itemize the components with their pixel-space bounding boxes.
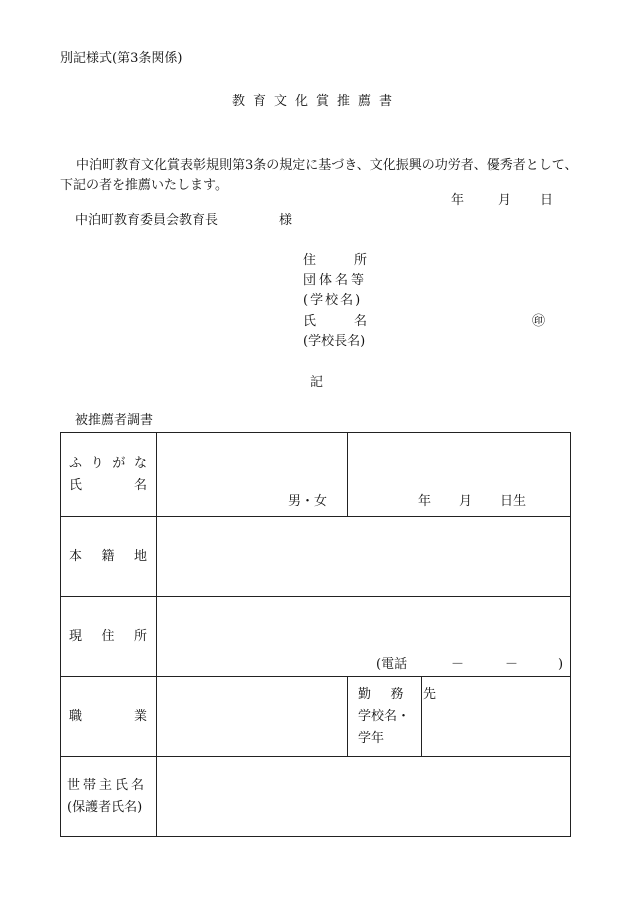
workplace-char: 務 — [390, 686, 404, 702]
workplace-char: 先 — [422, 686, 436, 702]
school-grade-label: 学校名・学年 — [358, 708, 411, 746]
address-char: 住 — [101, 628, 115, 644]
gender-selector[interactable]: 男・女 — [287, 494, 327, 509]
name-label — [69, 475, 147, 497]
phone-dash-2: － — [505, 657, 519, 672]
address-char: 現 — [69, 628, 83, 644]
address-char: 所 — [133, 628, 147, 644]
name-label-cell — [61, 433, 157, 517]
recommender-name-label-2: 名 — [354, 314, 368, 329]
table-caption: 被推薦者調書 — [75, 413, 154, 428]
honorific: 様 — [279, 213, 293, 228]
domicile-label — [69, 546, 147, 568]
recommender-school-label: (学校名) — [303, 293, 363, 308]
furigana-char: り — [90, 455, 104, 471]
birth-year-label: 年 — [418, 494, 432, 509]
date-month-label: 月 — [498, 193, 512, 208]
furigana-char: な — [133, 455, 147, 471]
domicile-char: 籍 — [101, 548, 115, 564]
household-field[interactable] — [157, 757, 571, 837]
ki-mark: 記 — [310, 375, 324, 390]
household-label-cell — [61, 757, 157, 837]
addressee: 中泊町教育委員会教育長 — [75, 213, 219, 228]
domicile-label-cell — [61, 517, 157, 597]
phone-open: (電話 — [376, 657, 408, 672]
domicile-char: 地 — [133, 548, 147, 564]
table-row-occupation — [61, 677, 571, 757]
furigana-char: ふ — [69, 455, 83, 471]
birthdate-field[interactable] — [348, 433, 571, 517]
household-label: 世帯主氏名 — [67, 777, 148, 793]
nominee-form-table — [60, 432, 571, 837]
address-label — [69, 626, 147, 648]
birth-month-label: 月 — [459, 494, 473, 509]
form-reference: 別記様式(第3条関係) — [60, 51, 183, 66]
workplace-char: 勤 — [358, 686, 372, 702]
seal-mark: ㊞ — [532, 314, 546, 329]
name-char: 名 — [133, 477, 147, 493]
birth-day-label: 日生 — [500, 494, 527, 509]
recommender-address-label-1: 住 — [303, 253, 317, 268]
workplace-field[interactable] — [422, 677, 571, 757]
table-row-domicile — [61, 517, 571, 597]
workplace-label-cell — [348, 677, 436, 757]
recommender-principal-label: (学校長名) — [303, 334, 366, 349]
occupation-field[interactable] — [157, 677, 348, 757]
furigana-char: が — [112, 455, 126, 471]
furigana-label — [69, 453, 147, 475]
table-row-address — [61, 597, 571, 677]
nominee-name-field[interactable] — [157, 433, 348, 517]
occupation-label — [69, 706, 147, 728]
recommendation-paragraph: 中泊町教育文化賞表彰規則第3条の規定に基づき、文化振興の功労者、優秀者として、下記の者を推薦いたします。 — [60, 158, 578, 193]
phone-close: ) — [558, 657, 564, 672]
recommender-group-label: 団体名等 — [303, 273, 368, 288]
address-label-cell — [61, 597, 157, 677]
table-row-name — [61, 433, 571, 517]
guardian-label: (保護者氏名) — [67, 799, 143, 815]
recommender-name-label-1: 氏 — [303, 314, 317, 329]
name-char: 氏 — [69, 477, 83, 493]
occupation-char: 業 — [133, 708, 147, 724]
recommender-address-label-2: 所 — [354, 253, 368, 268]
page-title: 教育文化賞推薦書 — [232, 94, 401, 109]
occupation-char: 職 — [69, 708, 83, 724]
phone-dash-1: － — [451, 657, 465, 672]
date-year-label: 年 — [451, 193, 465, 208]
address-field[interactable] — [157, 597, 571, 677]
domicile-char: 本 — [69, 548, 83, 564]
table-row-household — [61, 757, 571, 837]
occupation-label-cell — [61, 677, 157, 757]
domicile-field[interactable] — [157, 517, 571, 597]
date-day-label: 日 — [540, 193, 554, 208]
